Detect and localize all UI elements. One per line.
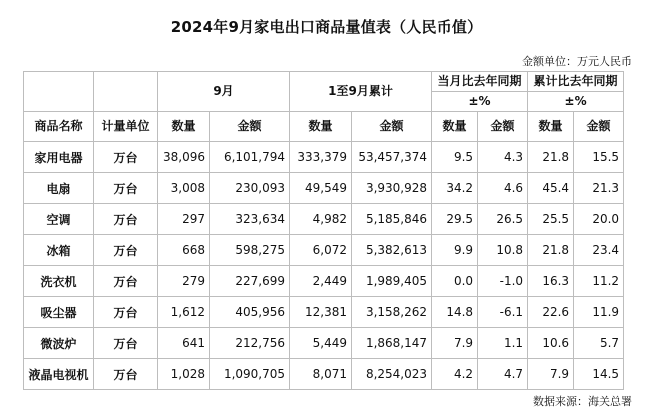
sept-qty: 1,612 — [158, 297, 210, 328]
source-note: 数据来源：海关总署 — [533, 395, 632, 408]
product-unit: 万台 — [94, 266, 158, 297]
table-row — [24, 235, 624, 266]
cum-yoy-amt: 20.0 — [574, 204, 624, 235]
month-yoy-amt: 4.3 — [478, 142, 528, 173]
cum-yoy-amt: 11.2 — [574, 266, 624, 297]
product-unit: 万台 — [94, 173, 158, 204]
cum-yoy-amt: 15.5 — [574, 142, 624, 173]
cum-amt: 53,457,374 — [352, 142, 432, 173]
cum-yoy-qty: 22.6 — [528, 297, 574, 328]
cum-yoy-amt: 23.4 — [574, 235, 624, 266]
product-name: 液晶电视机 — [24, 359, 94, 390]
header-qty-cum-yoy: 数量 — [528, 112, 574, 142]
cum-qty: 4,982 — [290, 204, 352, 235]
cum-amt: 5,185,846 — [352, 204, 432, 235]
header-amt-month-yoy: 金额 — [478, 112, 528, 142]
month-yoy-amt: 10.8 — [478, 235, 528, 266]
cum-amt: 1,868,147 — [352, 328, 432, 359]
month-yoy-amt: 4.6 — [478, 173, 528, 204]
page-title: 2024年9月家电出口商品量值表（人民币值） — [170, 18, 483, 36]
cum-yoy-qty: 45.4 — [528, 173, 574, 204]
table-row — [24, 328, 624, 359]
cum-yoy-amt: 21.3 — [574, 173, 624, 204]
cum-qty: 2,449 — [290, 266, 352, 297]
sept-qty: 668 — [158, 235, 210, 266]
cum-qty: 333,379 — [290, 142, 352, 173]
table-row — [24, 359, 624, 390]
product-unit: 万台 — [94, 328, 158, 359]
cum-amt: 3,158,262 — [352, 297, 432, 328]
table-row — [24, 173, 624, 204]
month-yoy-amt: 4.7 — [478, 359, 528, 390]
product-unit: 万台 — [94, 142, 158, 173]
header-cumulative: 1至9月累计 — [290, 72, 432, 112]
month-yoy-qty: 0.0 — [432, 266, 478, 297]
month-yoy-qty: 29.5 — [432, 204, 478, 235]
header-qty-cum: 数量 — [290, 112, 352, 142]
table-row — [24, 204, 624, 235]
header-blank-name — [24, 72, 94, 112]
month-yoy-qty: 14.8 — [432, 297, 478, 328]
header-amt-sept: 金额 — [210, 112, 290, 142]
cum-yoy-qty: 21.8 — [528, 142, 574, 173]
header-unit: 计量单位 — [94, 112, 158, 142]
cum-yoy-amt: 5.7 — [574, 328, 624, 359]
sept-amt: 1,090,705 — [210, 359, 290, 390]
product-unit: 万台 — [94, 359, 158, 390]
sub-header-row — [24, 112, 624, 142]
cum-yoy-qty: 25.5 — [528, 204, 574, 235]
product-name: 电扇 — [24, 173, 94, 204]
sept-qty: 38,096 — [158, 142, 210, 173]
cum-yoy-amt: 14.5 — [574, 359, 624, 390]
cum-yoy-qty: 21.8 — [528, 235, 574, 266]
sept-amt: 230,093 — [210, 173, 290, 204]
product-name: 空调 — [24, 204, 94, 235]
table-row — [24, 266, 624, 297]
header-month-yoy: 当月比去年同期 — [432, 72, 528, 92]
cum-qty: 6,072 — [290, 235, 352, 266]
sept-amt: 212,756 — [210, 328, 290, 359]
header-cum-yoy-pct: ±% — [528, 92, 624, 112]
table-row — [24, 142, 624, 173]
cum-qty: 5,449 — [290, 328, 352, 359]
group-header-row — [24, 72, 624, 92]
cum-yoy-amt: 11.9 — [574, 297, 624, 328]
month-yoy-qty: 9.5 — [432, 142, 478, 173]
cum-qty: 49,549 — [290, 173, 352, 204]
month-yoy-amt: 1.1 — [478, 328, 528, 359]
cum-yoy-qty: 10.6 — [528, 328, 574, 359]
header-amt-cum-yoy: 金额 — [574, 112, 624, 142]
product-unit: 万台 — [94, 297, 158, 328]
header-month-yoy-pct: ±% — [432, 92, 528, 112]
month-yoy-amt: -6.1 — [478, 297, 528, 328]
sept-qty: 297 — [158, 204, 210, 235]
header-qty-month-yoy: 数量 — [432, 112, 478, 142]
product-name: 冰箱 — [24, 235, 94, 266]
month-yoy-qty: 34.2 — [432, 173, 478, 204]
table-row — [24, 297, 624, 328]
cum-qty: 12,381 — [290, 297, 352, 328]
sept-qty: 641 — [158, 328, 210, 359]
cum-amt: 3,930,928 — [352, 173, 432, 204]
header-blank-unit — [94, 72, 158, 112]
month-yoy-amt: -1.0 — [478, 266, 528, 297]
cum-qty: 8,071 — [290, 359, 352, 390]
sept-amt: 6,101,794 — [210, 142, 290, 173]
product-name: 吸尘器 — [24, 297, 94, 328]
header-name: 商品名称 — [24, 112, 94, 142]
sept-amt: 227,699 — [210, 266, 290, 297]
month-yoy-amt: 26.5 — [478, 204, 528, 235]
month-yoy-qty: 9.9 — [432, 235, 478, 266]
month-yoy-qty: 7.9 — [432, 328, 478, 359]
product-name: 家用电器 — [24, 142, 94, 173]
product-unit: 万台 — [94, 235, 158, 266]
sept-amt: 405,956 — [210, 297, 290, 328]
month-yoy-qty: 4.2 — [432, 359, 478, 390]
product-name: 微波炉 — [24, 328, 94, 359]
sept-qty: 1,028 — [158, 359, 210, 390]
sept-amt: 323,634 — [210, 204, 290, 235]
export-data-table — [23, 71, 624, 390]
product-unit: 万台 — [94, 204, 158, 235]
header-qty-sept: 数量 — [158, 112, 210, 142]
cum-amt: 8,254,023 — [352, 359, 432, 390]
cum-amt: 5,382,613 — [352, 235, 432, 266]
header-cum-yoy: 累计比去年同期 — [528, 72, 624, 92]
cum-yoy-qty: 16.3 — [528, 266, 574, 297]
sept-qty: 3,008 — [158, 173, 210, 204]
cum-yoy-qty: 7.9 — [528, 359, 574, 390]
unit-note: 金额单位：万元人民币 — [522, 55, 632, 68]
header-amt-cum: 金额 — [352, 112, 432, 142]
product-name: 洗衣机 — [24, 266, 94, 297]
sept-amt: 598,275 — [210, 235, 290, 266]
header-sept: 9月 — [158, 72, 290, 112]
cum-amt: 1,989,405 — [352, 266, 432, 297]
sept-qty: 279 — [158, 266, 210, 297]
